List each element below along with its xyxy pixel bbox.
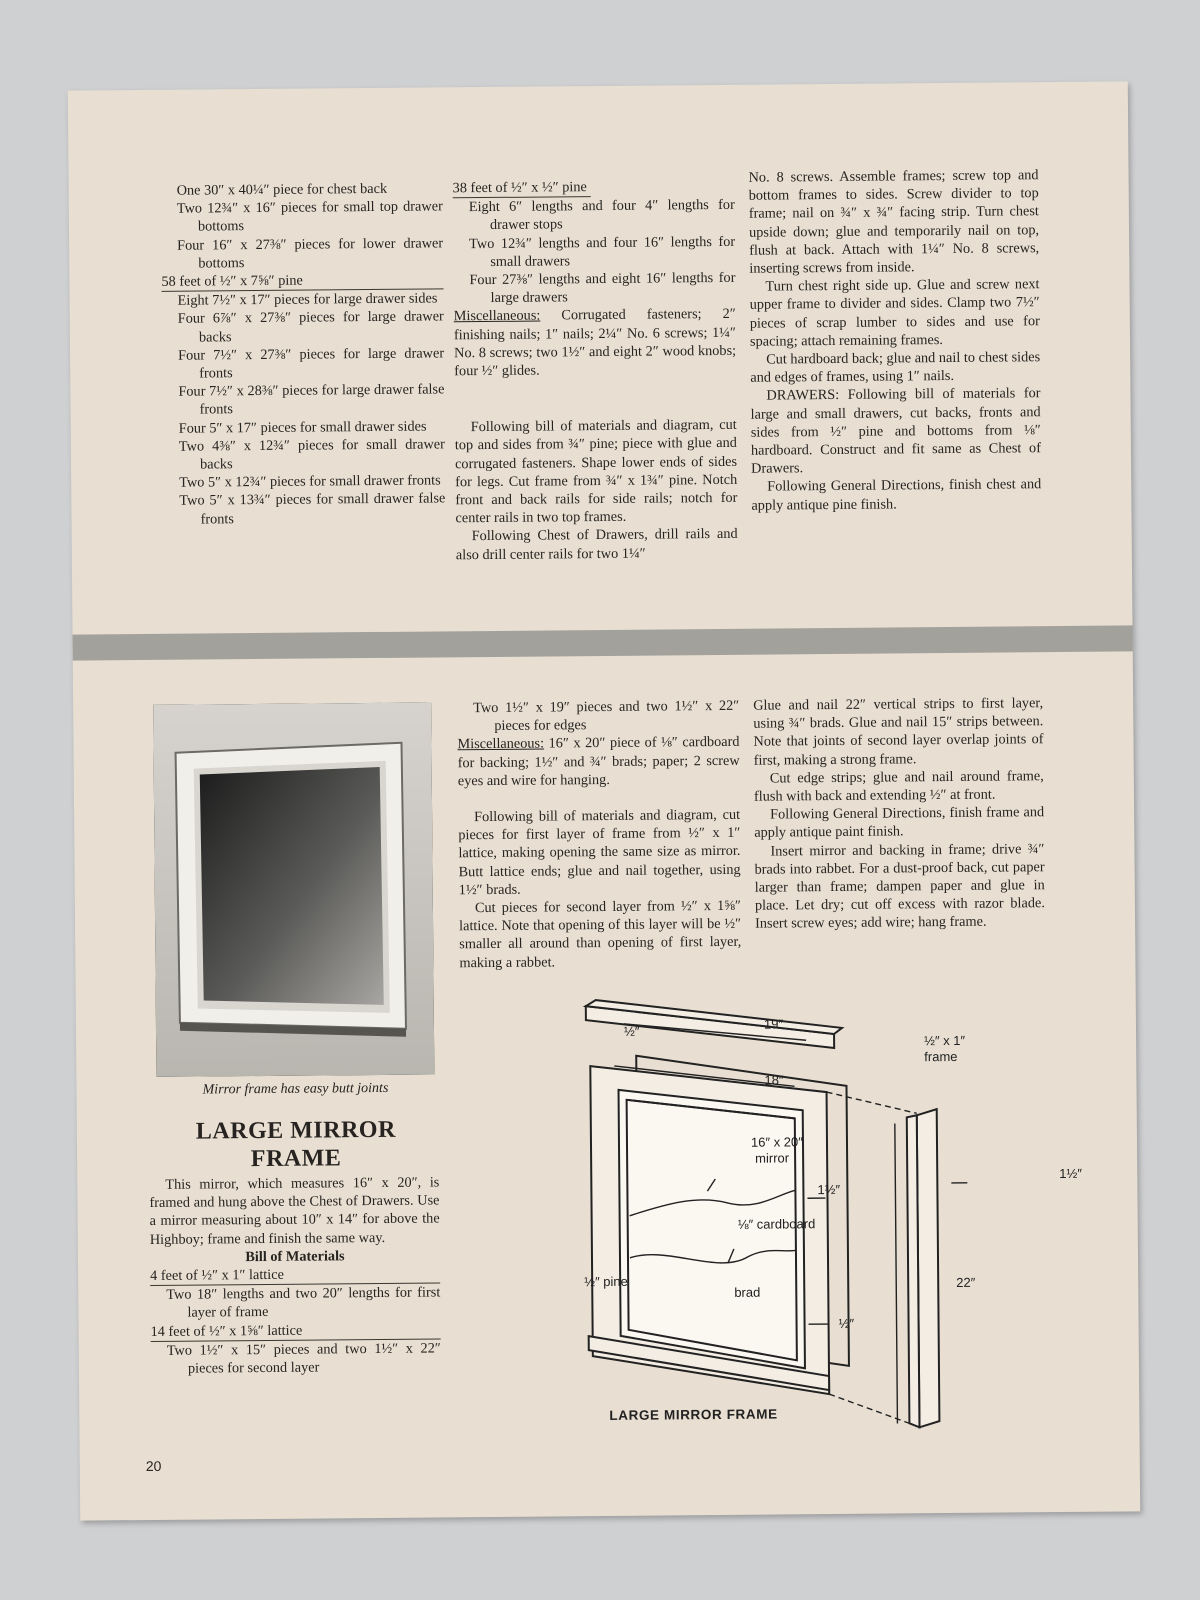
label-half-x1: ½″ x 1″ (924, 1032, 966, 1049)
label-half-bottom: ½″ (838, 1315, 855, 1331)
list-item: Two 5″ x 12¾″ pieces for small drawer fronts (179, 472, 441, 491)
list-item: Four 27⅜″ lengths and eight 16″ lengths for large drawers (469, 269, 736, 307)
drawers-text: Following bill of materials for large and small drawers, cut backs, fronts and sides from ½″ pine and bottoms from ⅛″ hardboard. Construct and fit same as Chest of Drawers. (750, 385, 1042, 477)
title-text: LARGE MIRROR FRAME (195, 1116, 396, 1173)
label-one-half-mid: 1½″ (817, 1181, 841, 1198)
materials-heading: 4 feet of ½″ x 1″ lattice (150, 1264, 440, 1286)
label-brad: brad (734, 1284, 761, 1300)
label-18: 18″ (764, 1072, 784, 1088)
paragraph: Cut edge strips; glue and nail around frame, flush with back and extending ½″ at front. (753, 767, 1044, 805)
bill-of-materials-title: Bill of Materials (245, 1248, 345, 1265)
section-divider-band (73, 625, 1133, 660)
paragraph: Cut pieces for second layer from ½″ x 1⅝″ lattice. Note that opening of this layer will be ½″ smaller all around than opening of first layer, making a rabbet. (459, 897, 742, 971)
paragraph: Following General Directions, finish frame and apply antique paint finish. (754, 804, 1045, 842)
mirror-materials-column-2 (457, 697, 741, 972)
list-item: Four 7½″ x 27⅜″ pieces for large drawer fronts (178, 345, 445, 382)
chest-materials-column-2 (453, 177, 738, 564)
section-title (157, 1115, 435, 1173)
list-item: Four 7½″ x 28⅜″ pieces for large drawer false fronts (178, 381, 445, 418)
paragraph: Following Chest of Drawers, drill rails and also drill center rails for two 1¼″ (455, 526, 738, 563)
list-item: Four 16″ x 27⅜″ pieces for lower drawer bottoms (177, 234, 444, 272)
label-mirror: mirror (755, 1150, 790, 1166)
label-mirror-size: 16″ x 20″ (750, 1134, 803, 1150)
drawers-label: DRAWERS: (766, 387, 840, 405)
list-item: Two 4⅜″ x 12¾″ pieces for small drawer backs (178, 436, 445, 473)
paragraph: Insert mirror and backing in frame; drive ¾″ brads into rabbet. For a dust-proof back, cut paper larger than frame; dampen paper and glue in place. Let dry; cut off excess with razor blade. Insert screw eyes; add wire; hang frame. (754, 840, 1045, 933)
list-item: One 30″ x 40¼″ piece for chest back (176, 180, 388, 199)
misc-paragraph (454, 305, 737, 380)
label-cardboard: ⅛″ cardboard (737, 1216, 816, 1232)
mirror-intro-column (149, 1173, 441, 1378)
misc-text: 16″ x 20″ piece of ⅛″ cardboard for backing; 1½″ and ¾″ brads; paper; 2 screw eyes and wire for hanging. (457, 734, 740, 790)
paragraph: This mirror, which measures 16″ x 20″, is framed and hung above the Chest of Drawers. Use a mirror measuring about 10″ x 14″ for above the Highboy; frame and finish the same way. (149, 1174, 440, 1248)
materials-heading: 58 feet of ½″ x 7⅝″ pine (161, 270, 443, 292)
paragraph: Glue and nail 22″ vertical strips to first layer, using ¾″ brads. Glue and nail 15″ strips between. Note that joints of second layer overlap joints of first, making a strong frame. (753, 695, 1044, 769)
photo-caption: Mirror frame has easy butt joints (202, 1080, 389, 1098)
label-22: 22″ (956, 1274, 976, 1290)
side-edge-strip (917, 1109, 940, 1427)
diagram-caption: LARGE MIRROR FRAME (609, 1406, 778, 1423)
paragraph (750, 385, 1041, 479)
misc-label: Miscellaneous: (453, 307, 541, 325)
paragraph: Following General Directions, finish chest and apply antique pine finish. (751, 476, 1042, 514)
label-pine: ½″ pine (584, 1273, 628, 1290)
mirror-photo-image (153, 703, 434, 1077)
misc-text: Corrugated fasteners; 2″ finishing nails; 1″ nails; 2¼″ No. 6 screws; 1¼″ No. 8 screws; two 1½″ and eight 2″ wood knobs; four ½″ glides. (453, 306, 737, 380)
paragraph: Following bill of materials and diagram, cut pieces for first layer of frame from ½″ x 1″ lattice, making opening the same size as mirror. Butt lattice ends; glue and nail together, using 1½″ brads. (458, 806, 741, 899)
magazine-page (68, 81, 1140, 1520)
misc-label: Miscellaneous: (457, 735, 545, 753)
label-half-top: ½″ (623, 1023, 640, 1039)
list-item: Four 6⅞″ x 27⅜″ pieces for large drawer backs (177, 308, 444, 346)
list-item: Two 1½″ x 19″ pieces and two 1½″ x 22″ pieces for edges (473, 697, 740, 735)
list-item: Two 12¾″ x 16″ pieces for small top drawer bottoms (176, 198, 443, 235)
mirror-frame-diagram (496, 991, 1140, 1437)
paragraph: Turn chest right side up. Glue and screw next upper frame to divider and sides. Clamp two 7½″ pieces of scrap lumber to sides and use for spacing; attach remaining frames. (749, 276, 1040, 350)
label-19: 19″ (763, 1016, 784, 1032)
label-frame: frame (924, 1048, 958, 1065)
list-item: Two 12¾″ lengths and four 16″ lengths for small drawers (469, 233, 736, 270)
list-item: Eight 6″ lengths and four 4″ lengths for drawer stops (468, 197, 735, 234)
list-item: Two 5″ x 13¾″ pieces for small drawer false fronts (179, 490, 446, 528)
paragraph: No. 8 screws. Assemble frames; screw top and bottom frames to sides. Screw divider to top frame; nail on ¾″ x ¾″ facing strip. Turn chest upside down; glue and temporarily nail on top, flush at back. Attach with 1¼″ No. 8 screws, inserting screws from inside. (748, 167, 1040, 277)
list-item: Two 18″ lengths and two 20″ lengths for first layer of frame (166, 1284, 441, 1322)
label-one-half-right: 1½″ (1059, 1165, 1083, 1182)
mirror-directions-column-3 (753, 694, 1045, 933)
materials-heading (453, 177, 735, 199)
heading-text: 38 feet of ½″ x ½″ pine (453, 178, 591, 198)
chest-directions-column-3 (748, 166, 1041, 514)
page-number: 20 (145, 1457, 162, 1475)
paragraph: Following bill of materials and diagram, cut top and sides from ¾″ pine; piece with glue and corrugated fasteners. Shape lower ends of sides for legs. Cut frame from ¾″ x 1¾″ pine. Notch front and back rails for side rails; notch for center rails in two top frames. (454, 417, 738, 527)
paragraph: Cut hardboard back; glue and nail to chest sides and edges of frames, using 1″ nails. (750, 349, 1041, 386)
list-item: Four 5″ x 17″ pieces for small drawer sides (178, 418, 427, 437)
mirror-photo (153, 703, 434, 1077)
list-item: Eight 7½″ x 17″ pieces for large drawer sides (177, 290, 438, 309)
list-item: Two 1½″ x 15″ pieces and two 1½″ x 22″ pieces for second layer (166, 1340, 441, 1377)
misc-paragraph (457, 733, 739, 790)
materials-heading: 14 feet of ½″ x 1⅝″ lattice (151, 1320, 441, 1342)
chest-materials-column-1 (161, 179, 446, 528)
